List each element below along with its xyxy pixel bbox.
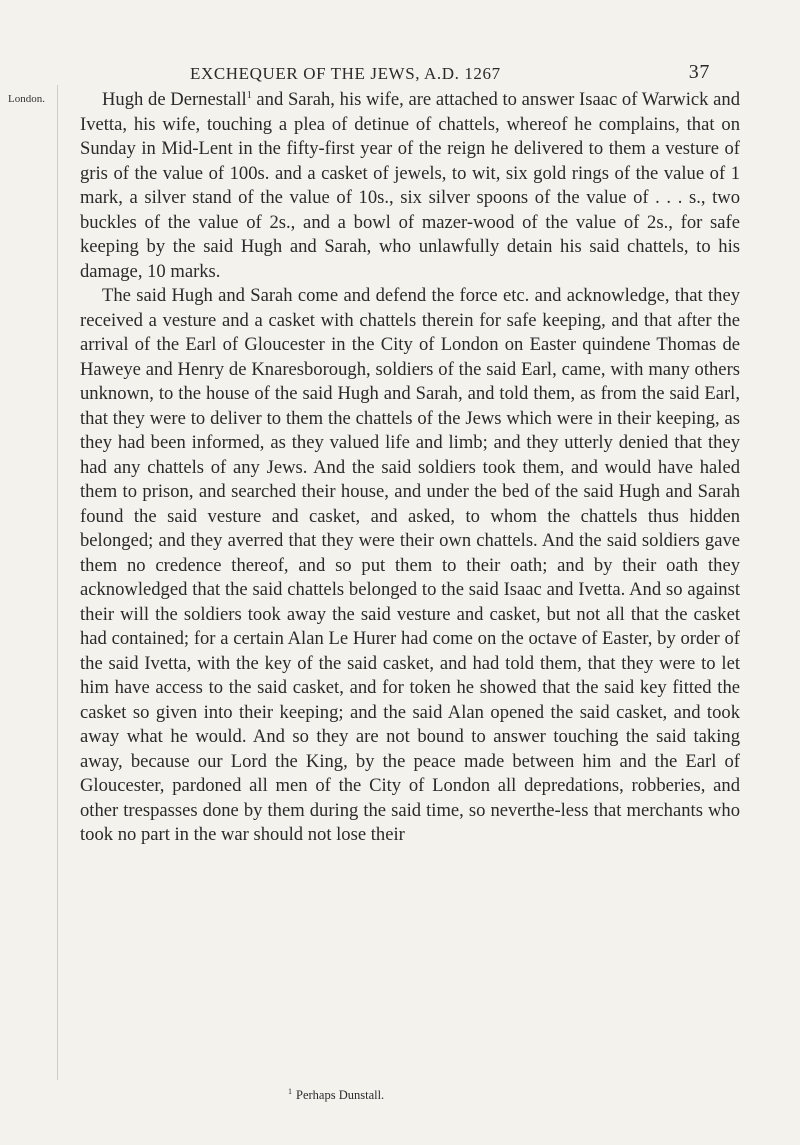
footnote-reference: 1 xyxy=(246,89,252,101)
body-text xyxy=(80,88,740,848)
footnote-text: Perhaps Dunstall. xyxy=(296,1088,385,1102)
running-header xyxy=(190,61,720,84)
footnote-marker: 1 xyxy=(288,1086,292,1096)
margin-rule xyxy=(57,85,58,1080)
running-title: EXCHEQUER OF THE JEWS, A.D. 1267 xyxy=(190,64,501,83)
paragraph-1 xyxy=(80,88,740,284)
margin-note-location: London. xyxy=(8,93,45,105)
page-number: 37 xyxy=(688,61,710,83)
footnote xyxy=(288,1088,384,1103)
paragraph-2: The said Hugh and Sarah come and defend the force etc. and acknowledge, that they received a vesture and a casket with chattels therein for safe keeping, and that after the arrival of the Earl of Gloucester in the City of London on Easter quindene Thomas de Haweye and Henry de Knaresborough, soldiers of the said Earl, came, with many others unknown, to the house of the said Hugh and Sarah, and told them, as from the said Earl, that they were to deliver to them the chattels of the Jews which were in their keeping, as they had been informed, as they valued life and limb; and they utterly denied that they had any chattels of any Jews. And the said soldiers took them, and would have haled them to prison, and searched their house, and under the bed of the said Hugh and Sarah found the said vesture and casket, and asked, to whom the chattels thus hidden belonged; and they averred that they were their own chattels. And the said soldiers gave them no credence thereof, and so put them to their oath; and by their oath they acknowledged that the said chattels belonged to the said Isaac and Ivetta. And so against their will the soldiers took away the said vesture and casket, but not all that the casket had contained; for a certain Alan Le Hurer had come on the octave of Easter, by order of the said Ivetta, with the key of the said casket, and had told them, that they were to let him have access to the said casket, and for token he showed that the said key fitted the casket so given into their keeping; and the said Alan opened the said casket, and took away what he would. And so they are not bound to answer touching the said taking away, because our Lord the King, by the peace made between him and the Earl of Gloucester, pardoned all men of the City of London all depredations, robberies, and other trespasses done by them during the said time, so neverthe-less that merchants who took no part in the war should not lose their xyxy=(80,285,740,845)
paragraph-1-start: Hugh de Dernestall xyxy=(102,89,247,110)
paragraph-1-rest: and Sarah, his wife, are attached to answer Isaac of Warwick and Ivetta, his wife, touching a plea of detinue of chattels, whereof he complains, that on Sunday in Mid-Lent in the fifty-first year of the reign he delivered to them a vesture of gris of the value of 100s. and a casket of jewels, to wit, six gold rings of the value of 1 mark, a silver stand of the value of 10s., six silver spoons of the value of . . . s., two buckles of the value of 2s., and a bowl of mazer-wood of the value of 2s., for safe keeping by the said Hugh and Sarah, who unlawfully detain his said chattels, to his damage, 10 marks. xyxy=(80,89,740,282)
